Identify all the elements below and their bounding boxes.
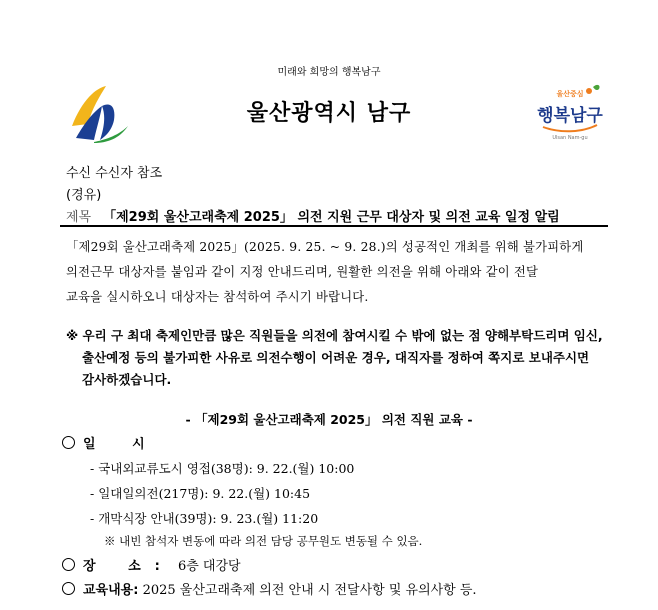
subject-label: 제목 — [66, 210, 92, 225]
section-title: - 「제29회 울산고래축제 2025」 의전 직원 교육 - — [185, 412, 473, 427]
logo-sub-text: Ulsan Nam-gu — [552, 135, 588, 141]
via-line: (경유) — [66, 188, 102, 203]
slogan: 미래와 희망의 행복남구 — [277, 67, 381, 78]
body-paragraph-line-2: 의전근무 대상자를 붙임과 같이 지정 안내드리며, 원활한 의전을 위해 아래와 같이 전달 — [66, 265, 539, 279]
recipient-line: 수신 수신자 참조 — [66, 166, 163, 181]
content-label: 교육내용: — [83, 583, 139, 598]
notice-line-1: ※ 우리 구 최대 축제인만큼 많은 직원들을 의전에 참여시킬 수 밖에 없는 점 양해부탁드리며 임신, — [66, 328, 603, 343]
schedule-item: - 국내외교류도시 영접(38명): 9. 22.(월) 10:00 — [90, 461, 355, 476]
place-value: 6층 대강당 — [173, 559, 241, 574]
logo-green-leaf — [593, 85, 600, 90]
item-place — [62, 555, 241, 574]
datetime-label: 일 시 — [83, 437, 161, 452]
circle-bullet-icon — [62, 436, 75, 449]
logo-main-text: 행복남구 — [537, 106, 603, 126]
schedule-item: - 일대일의전(217명): 9. 22.(월) 10:45 — [90, 486, 311, 501]
subject-row — [66, 206, 560, 225]
place-label: 장 소: — [83, 559, 174, 574]
happy-nam-gu-logo — [537, 83, 603, 143]
circle-bullet-icon — [62, 582, 75, 595]
item-datetime — [62, 433, 161, 452]
content-value: 2025 울산고래축제 의전 안내 시 전달사항 및 유의사항 등. — [138, 583, 477, 598]
body-paragraph-line-3: 교육을 실시하오니 대상자는 참석하여 주시기 바랍니다. — [66, 290, 369, 304]
notice-line-2: 출산예정 등의 불가피한 사유로 의전수행이 어려운 경우, 대직자를 정하여 쪽지로 보내주시면 — [82, 350, 590, 365]
subject-text: 「제29회 울산고래축제 2025」 의전 지원 근무 대상자 및 의전 교육 일정 알림 — [103, 210, 560, 225]
item-content — [62, 579, 477, 598]
circle-bullet-icon — [62, 558, 75, 571]
schedule-note: ※ 내빈 참석자 변동에 따라 의전 담당 공무원도 변동될 수 있음. — [104, 534, 423, 548]
notice-line-3: 감사하겠습니다. — [82, 372, 172, 387]
logo-orange-dot — [586, 88, 592, 94]
organization-name: 울산광역시 남구 — [246, 101, 412, 126]
logo-top-text: 울산중심 — [556, 90, 584, 98]
emblem-green-stroke — [94, 126, 128, 143]
body-paragraph-line-1: 「제29회 울산고래축제 2025」(2025. 9. 25. ~ 9. 28.)의 성공적인 개최를 위해 불가피하게 — [66, 240, 584, 254]
subject-divider — [60, 225, 608, 227]
schedule-item: - 개막식장 안내(39명): 9. 23.(월) 11:20 — [90, 511, 319, 526]
